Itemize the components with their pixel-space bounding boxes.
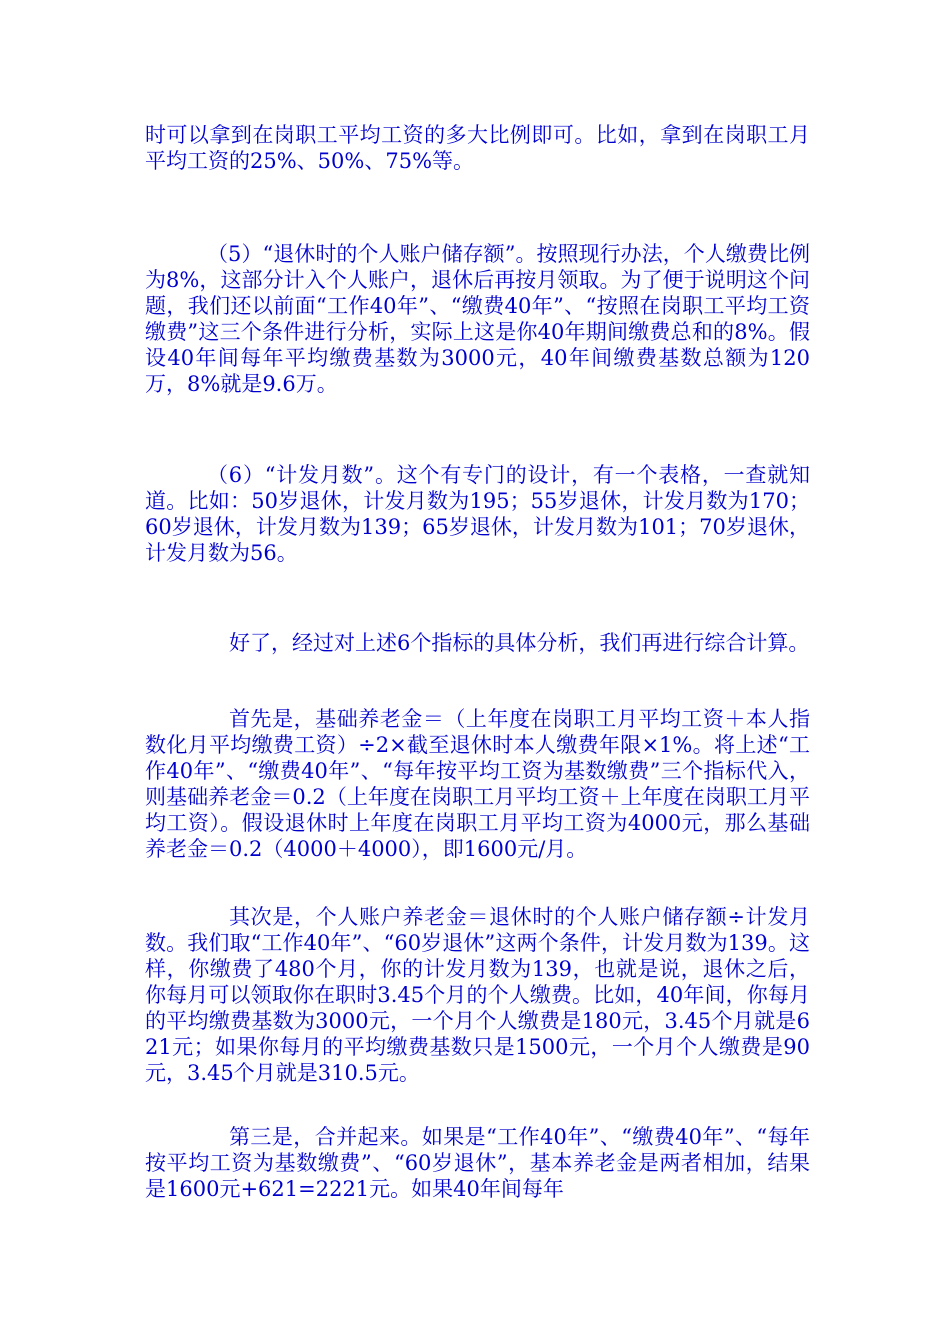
paragraph-2: （5）“退休时的个人账户储存额”。按照现行办法，个人缴费比例为8%，这部分计入个人账户，退休后再按月领取。为了便于说明这个问题，我们还以前面“工作40年”、“缴费40年”、“按照在岗职工平均工资缴费”这三个条件进行分析，实际上这是你40年期间缴费总和的8%。假设40年间每年平均缴费基数为3000元，40年间缴费基数总额为120万，8%就是9.6万。 [145, 242, 810, 396]
paragraph-5: 首先是，基础养老金＝（上年度在岗职工月平均工资＋本人指数化月平均缴费工资）÷2×截至退休时本人缴费年限×1%。将上述“工作40年”、“缴费40年”、“每年按平均工资为基数缴费”三个指标代入，则基础养老金＝0.2（上年度在岗职工月平均工资＋上年度在岗职工月平均工资）。假设退休时上年度在岗职工月平均工资为4000元，那么基础养老金＝0.2（4000＋4000），即1600元/月。 [145, 707, 810, 861]
paragraph-6: 其次是，个人账户养老金＝退休时的个人账户储存额÷计发月数。我们取“工作40年”、“60岁退休”这两个条件，计发月数为139。这样，你缴费了480个月，你的计发月数为139，也就是说，退休之后，你每月可以领取你在职时3.45个月的个人缴费。比如，40年间，你每月的平均缴费基数为3000元，一个月个人缴费是180元，3.45个月就是621元；如果你每月的平均缴费基数只是1500元，一个月个人缴费是90元，3.45个月就是310.5元。 [145, 905, 810, 1085]
paragraph-1: 时可以拿到在岗职工平均工资的多大比例即可。比如，拿到在岗职工月平均工资的25%、50%、75%等。 [145, 123, 810, 173]
paragraph-4: 好了，经过对上述6个指标的具体分析，我们再进行综合计算。 [229, 631, 810, 655]
paragraph-3: （6）“计发月数”。这个有专门的设计，有一个表格，一查就知道。比如：50岁退休，计发月数为195；55岁退休，计发月数为170；60岁退休，计发月数为139；65岁退休，计发月数为101；70岁退休，计发月数为56。 [145, 463, 810, 565]
paragraph-7: 第三是，合并起来。如果是“工作40年”、“缴费40年”、“每年按平均工资为基数缴费”、“60岁退休”，基本养老金是两者相加，结果是1600元+621=2221元。如果40年间每年 [145, 1125, 810, 1201]
